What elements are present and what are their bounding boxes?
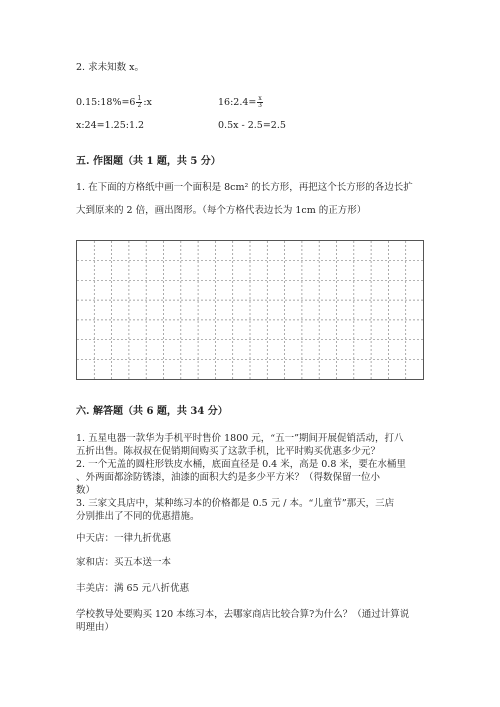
store-fengmei: 丰美店：满 65 元八折优惠 [76,583,190,594]
equation-c: x:24=1.25:1.2 [76,120,145,131]
section-5-title: 五. 作图题（共 1 题，共 5 分） [76,156,221,167]
fraction-x-over-3 [257,96,262,109]
equation-a [76,96,152,109]
question-2-title: 2. 求未知数 x。 [76,62,144,73]
fraction-denominator: 2 [137,102,142,109]
section-6-q3-ask-line1: 学校教导处要购买 120 本练习本，去哪家商店比较合算?为什么？（通过计算说 [76,609,410,620]
equation-d: 0.5x - 2.5=2.5 [218,120,286,131]
section-6-q2-line2: 、外两面都涂防锈漆，油漆的面积大约是多少平方米？（得数保留一位小 [76,472,381,483]
section-5-q1-line1: 1. 在下面的方格纸中画一个面积是 8cm² 的长方形，再把这个长方形的各边长扩 [76,182,413,193]
section-6-q2-line1: 2. 一个无盖的圆柱形铁皮水桶，底面直径是 0.4 米，高是 0.8 米，要在水桶里 [76,459,406,470]
fraction-one-half [136,96,142,109]
section-6-title: 六. 解答题（共 6 题，共 34 分） [76,406,228,417]
fraction-denominator: 3 [258,102,262,109]
equation-a-pre: 0.15:18%=6 [76,97,136,108]
section-6-q3-ask-line2: 明理由） [76,622,115,633]
store-jiahe: 家和店：买五本送一本 [76,557,172,568]
section-6-q1-line1: 1. 五星电器一款华为手机平时售价 1800 元，“五一”期间开展促销活动，打八 [76,433,404,444]
equation-b-pre: 16:2.4= [218,97,257,108]
section-5-q1-line2: 大到原来的 2 倍，画出图形。（每个方格代表边长为 1cm 的正方形） [76,205,367,216]
section-6-q2-line3: 数） [76,485,96,496]
fraction-numerator: x [258,95,262,102]
section-6-q3-line1: 3. 三家文具店中，某种练习本的价格都是 0.5 元 / 本。“儿童节”那天，三店 [76,498,395,509]
section-6-q1-line2: 五折出售。陈叔叔在促销期间购买了这款手机，比平时购买优惠多少元？ [76,446,381,457]
equation-a-post: :x [143,97,152,108]
store-zhongtian: 中天店：一律九折优惠 [76,533,172,544]
square-grid-paper [76,240,424,380]
equation-b [218,96,264,109]
fraction-numerator: 1 [137,95,142,102]
section-6-q3-line2: 分别推出了不同的优惠措施。 [76,511,200,522]
grid-lines [77,241,423,379]
